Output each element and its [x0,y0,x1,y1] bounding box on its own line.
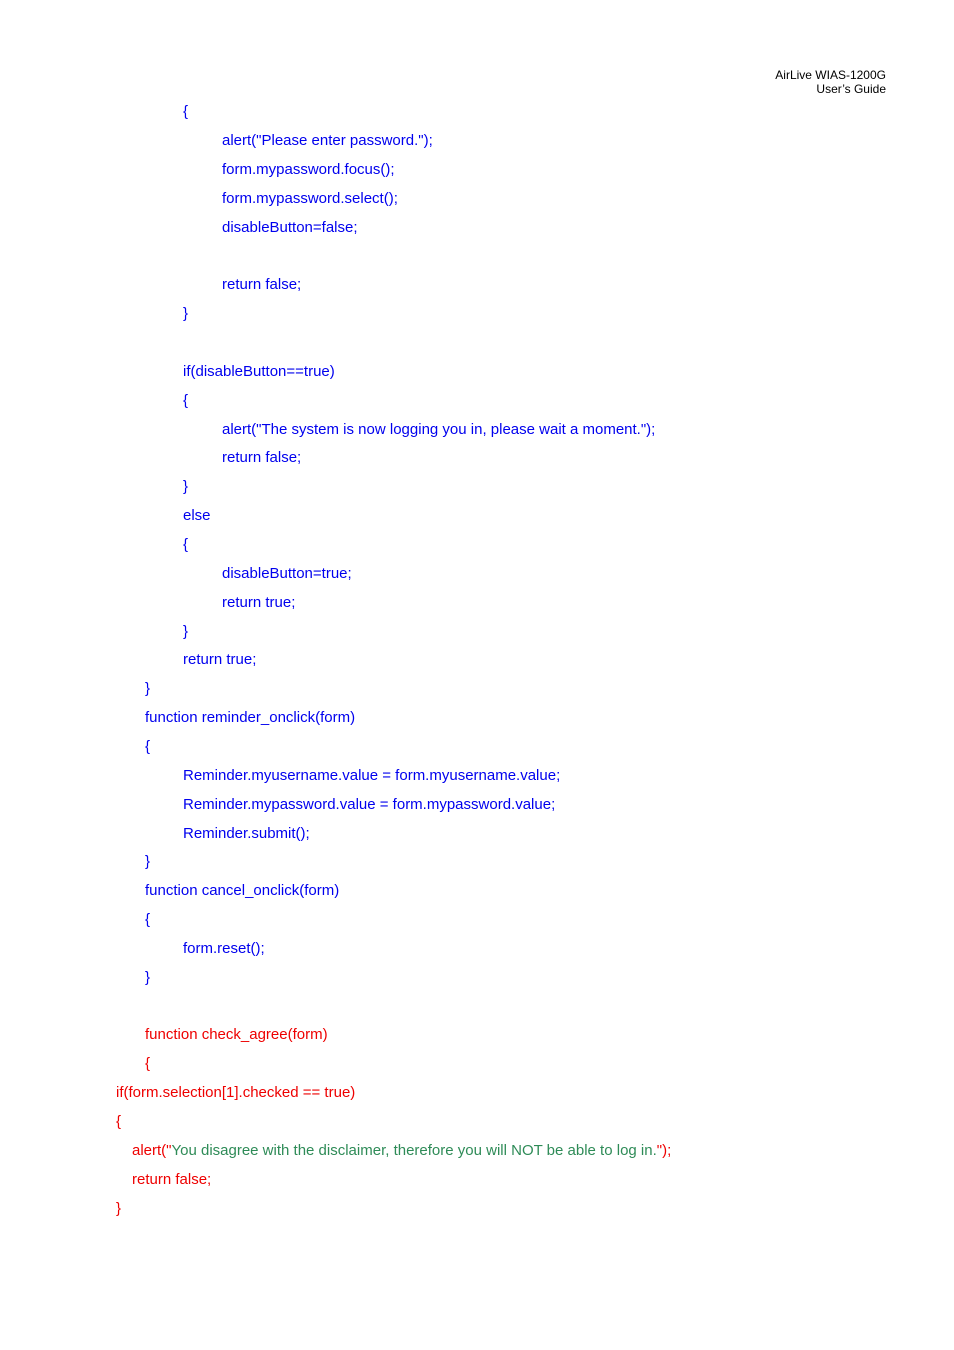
code-line: } [145,680,151,697]
code-line: function check_agree(form) [145,1026,328,1043]
code-line: Reminder.myusername.value = form.myusername.value; [183,767,561,784]
code-line: return true; [183,651,257,668]
guide-title: User’s Guide [816,82,886,96]
code-line: else [183,507,211,524]
code-line: } [183,623,189,640]
code-line: } [183,478,189,495]
code-line: } [183,305,189,322]
code-line: { [183,103,189,120]
code-line: alert("The system is now logging you in, please wait a moment."); [222,421,656,438]
code-line: function reminder_onclick(form) [145,709,356,726]
code-line: if(form.selection[1].checked == true) [116,1084,356,1101]
code-line: disableButton=false; [222,219,358,236]
code-line: return false; [132,1171,212,1188]
code-line: form.reset(); [183,940,265,957]
code-line-alert [132,1142,671,1160]
code-line: form.mypassword.focus(); [222,161,395,178]
alert-message: You disagree with the disclaimer, therefore you will NOT be able to log in. [171,1142,657,1159]
code-line: form.mypassword.select(); [222,190,398,207]
code-line: { [183,392,189,409]
code-line: return false; [222,449,302,466]
code-line: return true; [222,594,296,611]
code-line: if(disableButton==true) [183,363,335,380]
code-line: { [183,536,189,553]
code-line: } [145,853,151,870]
code-line: { [145,911,151,928]
page-header [775,68,886,96]
code-line: { [145,1055,151,1072]
alert-close: "); [656,1142,672,1159]
code-line: Reminder.submit(); [183,825,310,842]
code-line: Reminder.mypassword.value = form.mypassword.value; [183,796,556,813]
code-line: disableButton=true; [222,565,352,582]
code-line: return false; [222,276,302,293]
code-line: } [145,969,151,986]
code-line: function cancel_onclick(form) [145,882,340,899]
alert-open: alert(" [132,1142,172,1159]
code-line: alert("Please enter password."); [222,132,433,149]
code-line: } [116,1200,122,1217]
code-line: { [145,738,151,755]
product-name: AirLive WIAS-1200G [775,68,886,82]
code-line: { [116,1113,122,1130]
